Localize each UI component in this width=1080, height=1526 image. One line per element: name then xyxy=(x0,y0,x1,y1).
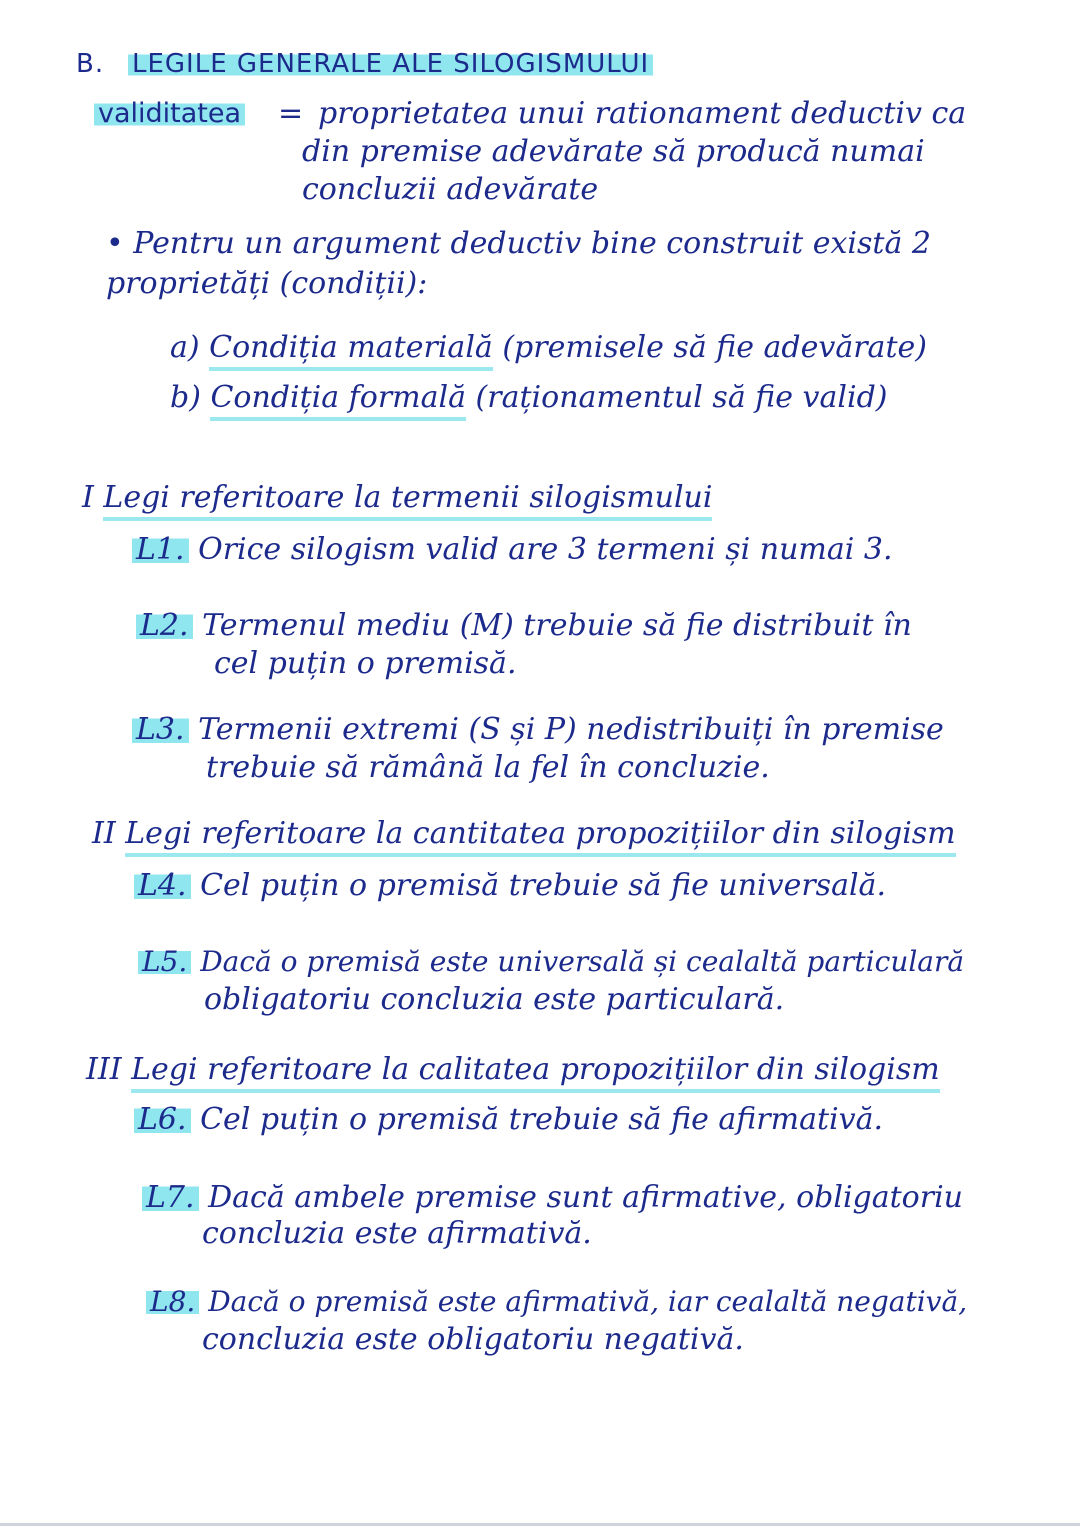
law-4-id: L4. xyxy=(134,868,191,903)
section-2-title: Legi referitoare la cantitatea propozițiilor din silogism xyxy=(125,816,955,857)
section-3-heading xyxy=(86,1052,940,1088)
definition-equals: = xyxy=(278,96,304,131)
condition-b-marker: b) xyxy=(170,380,201,415)
condition-a-marker: a) xyxy=(170,330,200,365)
definition-term-text: validitatea xyxy=(94,98,245,129)
condition-b-name: Condiția formală xyxy=(210,380,466,421)
condition-b-detail: (raționamentul să fie valid) xyxy=(475,380,888,415)
law-5-text-2: obligatoriu concluzia este particulară. xyxy=(204,982,785,1017)
section-2-numeral: II xyxy=(92,816,116,851)
law-7-id: L7. xyxy=(142,1180,199,1215)
section-2-heading xyxy=(92,816,956,852)
law-8-text-1: Dacă o premisă este afirmativă, iar cealaltă negativă, xyxy=(208,1285,968,1318)
law-8 xyxy=(146,1284,967,1320)
definition-line-2: din premise adevărate să producă numai xyxy=(302,134,925,169)
law-7-text-2: concluzia este afirmativă. xyxy=(202,1216,592,1251)
definition-term xyxy=(94,96,245,132)
definition-line-1: proprietatea unui rationament deductiv ca xyxy=(318,96,967,131)
law-2-text-2: cel puțin o premisă. xyxy=(214,646,517,681)
law-5 xyxy=(138,944,964,980)
law-7-text-1: Dacă ambele premise sunt afirmative, obligatoriu xyxy=(208,1180,964,1215)
law-2 xyxy=(136,608,912,644)
law-3 xyxy=(132,712,944,748)
law-5-id: L5. xyxy=(138,945,191,978)
law-6-id: L6. xyxy=(134,1102,191,1137)
section-1-heading xyxy=(82,480,712,516)
section-1-numeral: I xyxy=(82,480,94,515)
law-7 xyxy=(142,1180,963,1216)
intro-line-1: • Pentru un argument deductiv bine construit există 2 xyxy=(106,226,931,261)
law-3-text-2: trebuie să rămână la fel în concluzie. xyxy=(206,750,770,785)
law-4 xyxy=(134,868,886,904)
law-3-id: L3. xyxy=(132,712,189,747)
intro-line-2: proprietăți (condiții): xyxy=(106,266,428,301)
definition-line-3: concluzii adevărate xyxy=(302,172,599,207)
section-letter: B. xyxy=(76,49,105,79)
law-5-text-1: Dacă o premisă este universală și cealaltă particulară xyxy=(200,945,965,978)
section-3-title: Legi referitoare la calitatea propozițiilor din silogism xyxy=(131,1052,940,1093)
section-3-numeral: III xyxy=(86,1052,122,1087)
law-2-text-1: Termenul mediu (M) trebuie să fie distribuit în xyxy=(202,608,912,643)
section-1-title: Legi referitoare la termenii silogismului xyxy=(103,480,712,521)
law-8-text-2: concluzia este obligatoriu negativă. xyxy=(202,1322,744,1357)
condition-b xyxy=(170,380,887,416)
law-1-id: L1. xyxy=(132,532,189,567)
law-8-id: L8. xyxy=(146,1285,199,1318)
condition-a-name: Condiția materială xyxy=(209,330,493,371)
law-6 xyxy=(134,1102,883,1138)
law-1-text: Orice silogism valid are 3 termeni și numai 3. xyxy=(198,532,893,567)
law-6-text: Cel puțin o premisă trebuie să fie afirmativă. xyxy=(200,1102,883,1137)
page-title-text: LEGILE GENERALE ALE SILOGISMULUI xyxy=(128,49,653,79)
condition-a xyxy=(170,330,927,366)
law-2-id: L2. xyxy=(136,608,193,643)
condition-a-detail: (premisele să fie adevărate) xyxy=(502,330,927,365)
page-title xyxy=(128,46,653,82)
law-3-text-1: Termenii extremi (S și P) nedistribuiți în premise xyxy=(198,712,944,747)
law-4-text: Cel puțin o premisă trebuie să fie universală. xyxy=(200,868,886,903)
law-1 xyxy=(132,532,893,568)
